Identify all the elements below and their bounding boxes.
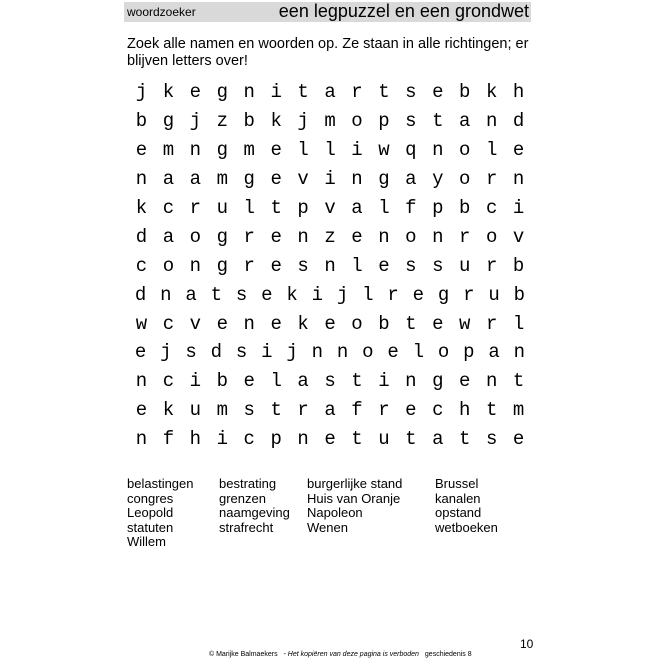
grid-letter: k [485,81,498,104]
grid-letter: e [459,370,471,393]
grid-letter: b [459,81,471,104]
grid-letter: d [210,341,223,364]
word-list-item [307,535,435,550]
grid-row [128,136,532,165]
footer-note: - Het kopiëren van deze pagina is verboden [283,651,419,658]
grid-letter: m [216,399,228,422]
grid-letter: i [512,197,525,219]
grid-letter: n [432,225,444,248]
grid-letter: s [324,370,336,393]
grid-letter: a [162,225,175,248]
grid-letter: e [432,312,444,335]
grid-letter: n [485,110,498,133]
word-list-item: Willem [127,534,166,550]
grid-letter: a [324,81,336,104]
word-list-row [127,492,537,507]
word-list-item: belastingen [127,476,194,491]
grid-letter: s [297,254,309,277]
grid-letter: r [485,168,498,191]
grid-letter: h [459,399,471,422]
grid-letter: h [512,81,525,104]
grid-letter: s [485,428,498,451]
grid-letter: f [405,197,417,219]
grid-letter: d [134,283,147,306]
grid-letter: i [270,81,282,104]
grid-letter: u [216,197,228,219]
footer [209,651,472,658]
grid-letter: t [210,283,223,306]
word-list [127,477,537,550]
grid-letter: v [297,168,309,191]
grid-letter: j [286,341,298,364]
grid-letter: g [378,168,390,191]
grid-letter: l [362,283,374,306]
grid-letter: n [135,168,148,191]
grid-row [128,338,532,367]
grid-letter: m [162,139,175,162]
grid-letter: i [351,139,363,162]
grid-row [128,222,532,251]
instructions-text: Zoek alle namen en woorden op. Ze staan in alle richtingen; er blijven letters over! [127,36,529,69]
grid-letter: e [270,139,282,162]
word-list-item: bestrating [219,476,277,491]
grid-letter: f [162,428,175,451]
grid-letter: p [378,110,390,133]
grid-letter: l [378,197,390,219]
grid-letter: l [324,139,336,162]
grid-letter: e [243,370,255,393]
grid-letter: g [216,254,228,277]
grid-letter: n [297,428,309,451]
grid-letter: e [135,399,148,422]
page-title: een legpuzzel en een grondwet [278,1,529,21]
grid-letter: l [512,312,525,335]
grid-letter: i [311,283,324,306]
grid-letter: i [189,370,202,393]
grid-letter: w [459,312,471,335]
grid-letter: b [243,110,255,133]
grid-letter: t [405,428,417,451]
grid-letter: u [459,254,471,277]
grid-letter: n [351,168,363,191]
grid-letter: a [189,168,202,191]
grid-letter: o [485,225,498,248]
grid-row [128,78,532,107]
grid-letter: e [324,312,336,335]
grid-letter: k [162,81,175,104]
grid-letter: l [243,197,255,219]
grid-letter: a [162,168,175,191]
grid-letter: n [512,168,525,191]
grid-letter: c [485,197,498,219]
word-list-item [435,535,535,550]
grid-row [128,194,532,223]
grid-letter: l [485,139,498,162]
grid-letter: l [297,139,309,162]
grid-letter: e [216,312,228,335]
grid-letter: o [437,341,450,364]
grid-letter: l [270,370,282,393]
grid-letter: k [270,110,282,133]
grid-letter: p [270,428,282,451]
grid-letter: r [378,399,390,422]
grid-letter: g [162,110,175,133]
word-list-item: naamgeving [219,505,290,521]
word-list-item: Leopold [127,505,174,521]
grid-letter: o [162,254,175,277]
grid-letter: y [432,168,444,191]
word-list-item: Huis van Oranje [307,490,401,506]
word-list-item: Brussel [435,476,479,491]
grid-letter: e [270,254,282,277]
grid-letter: p [463,341,475,364]
grid-letter: b [513,283,526,306]
grid-letter: n [189,139,202,162]
grid-letter: w [378,139,390,162]
grid-row [128,309,532,338]
grid-letter: e [134,341,147,364]
grid-letter: t [485,399,498,422]
grid-letter: o [459,168,471,191]
header-bar [124,2,531,22]
grid-letter: r [243,254,255,277]
grid-letter: a [185,283,197,306]
word-list-item: kanalen [435,490,481,506]
grid-letter: s [185,341,197,364]
grid-letter: q [405,139,417,162]
grid-letter: n [135,370,148,393]
grid-letter: t [270,197,282,219]
grid-letter: m [216,168,228,191]
grid-letter: r [463,283,475,306]
grid-letter: n [378,225,390,248]
grid-letter: b [378,312,390,335]
grid-letter: e [270,225,282,248]
grid-letter: e [270,168,282,191]
grid-letter: e [270,312,282,335]
grid-letter: n [189,254,202,277]
grid-letter: e [412,283,425,306]
grid-letter: a [297,370,309,393]
grid-letter: k [297,312,309,335]
grid-letter: r [485,254,498,277]
grid-letter: i [324,168,336,191]
grid-letter: c [162,312,175,335]
grid-letter: g [243,168,255,191]
grid-letter: a [459,110,471,133]
grid-letter: r [485,312,498,335]
word-list-item: statuten [127,519,174,535]
grid-row [128,280,532,309]
word-list-item: grenzen [219,490,266,506]
grid-letter: c [162,370,175,393]
grid-letter: e [512,428,525,451]
grid-letter: u [378,428,390,451]
grid-row [128,107,532,136]
grid-letter: s [235,341,248,364]
grid-letter: a [351,197,363,219]
grid-letter: z [216,110,228,133]
grid-letter: s [405,254,417,277]
grid-letter: g [437,283,450,306]
grid-letter: n [336,341,349,364]
grid-letter: j [336,283,349,306]
grid-row [128,396,532,425]
grid-letter: r [243,225,255,248]
grid-letter: k [135,197,148,219]
word-list-row [127,535,537,550]
grid-letter: t [432,110,444,133]
grid-letter: o [351,312,363,335]
grid-letter: e [324,428,336,451]
word-list-item: Napoleon [307,505,363,521]
grid-letter: a [488,341,500,364]
grid-letter: t [351,370,363,393]
grid-letter: d [512,110,525,133]
grid-letter: t [459,428,471,451]
page-number: 10 [520,637,534,651]
grid-letter: b [216,370,228,393]
grid-letter: m [243,139,255,162]
grid-row [128,367,532,396]
grid-letter: g [432,370,444,393]
grid-letter: s [432,254,444,277]
grid-letter: l [351,254,363,277]
grid-letter: r [459,225,471,248]
grid-letter: g [216,81,228,104]
grid-letter: n [432,139,444,162]
grid-letter: u [189,399,202,422]
grid-letter: a [432,428,444,451]
grid-letter: t [297,81,309,104]
word-list-item: opstand [435,505,482,521]
grid-letter: t [270,399,282,422]
grid-letter: e [512,139,525,162]
word-search-grid [128,78,532,454]
grid-letter: i [261,341,273,364]
grid-letter: l [412,341,425,364]
grid-row [128,425,532,454]
word-list-item: Wenen [307,519,348,535]
grid-letter: v [512,225,525,248]
header-category: woordzoeker [127,5,196,19]
grid-row [128,251,532,280]
grid-letter: e [378,254,390,277]
grid-letter: a [324,399,336,422]
grid-letter: o [351,110,363,133]
grid-letter: m [324,110,336,133]
footer-copyright: © Marijke Balmaekers [209,651,278,658]
grid-letter: i [216,428,228,451]
grid-letter: c [135,254,148,277]
grid-letter: e [135,139,148,162]
grid-letter: k [162,399,175,422]
grid-letter: o [459,139,471,162]
grid-letter: j [135,81,148,104]
grid-letter: c [162,197,175,219]
grid-letter: d [135,225,148,248]
grid-letter: t [351,428,363,451]
grid-letter: r [189,197,202,219]
word-list-item: wetboeken [435,519,498,535]
word-list-item: congres [127,490,174,506]
grid-letter: p [297,197,309,219]
grid-letter: p [432,197,444,219]
grid-letter: a [405,168,417,191]
grid-letter: f [351,399,363,422]
grid-letter: t [512,370,525,393]
grid-row [128,165,532,194]
word-list-item [219,535,307,550]
grid-letter: n [243,312,255,335]
grid-letter: g [216,139,228,162]
grid-letter: s [243,399,255,422]
grid-letter: n [311,341,324,364]
grid-letter: j [189,110,202,133]
grid-letter: e [432,81,444,104]
grid-letter: j [297,110,309,133]
grid-letter: o [189,225,202,248]
grid-letter: b [135,110,148,133]
grid-letter: b [459,197,471,219]
grid-letter: r [351,81,363,104]
grid-letter: r [387,283,399,306]
word-list-item: burgerlijke stand [307,476,403,491]
grid-letter: n [513,341,526,364]
grid-letter: v [189,312,202,335]
grid-letter: n [297,225,309,248]
grid-letter: t [378,81,390,104]
grid-letter: e [405,399,417,422]
grid-letter: s [405,110,417,133]
grid-letter: e [189,81,202,104]
word-list-row [127,477,537,492]
grid-letter: r [297,399,309,422]
grid-letter: n [485,370,498,393]
grid-letter: h [189,428,202,451]
word-list-row [127,506,537,521]
grid-letter: n [135,428,148,451]
grid-letter: s [235,283,248,306]
grid-letter: n [160,283,172,306]
grid-letter: v [324,197,336,219]
grid-letter: s [405,81,417,104]
grid-letter: o [405,225,417,248]
word-list-item: strafrecht [219,519,274,535]
grid-letter: m [512,399,525,422]
grid-letter: n [405,370,417,393]
footer-course: geschiedenis 8 [424,651,472,658]
grid-letter: b [512,254,525,277]
grid-letter: n [324,254,336,277]
grid-letter: i [378,370,390,393]
grid-letter: c [243,428,255,451]
word-list-row [127,521,537,536]
grid-letter: k [286,283,298,306]
grid-letter: e [351,225,363,248]
grid-letter: z [324,225,336,248]
grid-letter: c [432,399,444,422]
grid-letter: e [387,341,399,364]
grid-letter: u [488,283,500,306]
grid-letter: e [261,283,273,306]
grid-letter: t [405,312,417,335]
grid-letter: j [160,341,172,364]
grid-letter: g [216,225,228,248]
grid-letter: n [243,81,255,104]
grid-letter: w [135,312,148,335]
grid-letter: o [362,341,374,364]
